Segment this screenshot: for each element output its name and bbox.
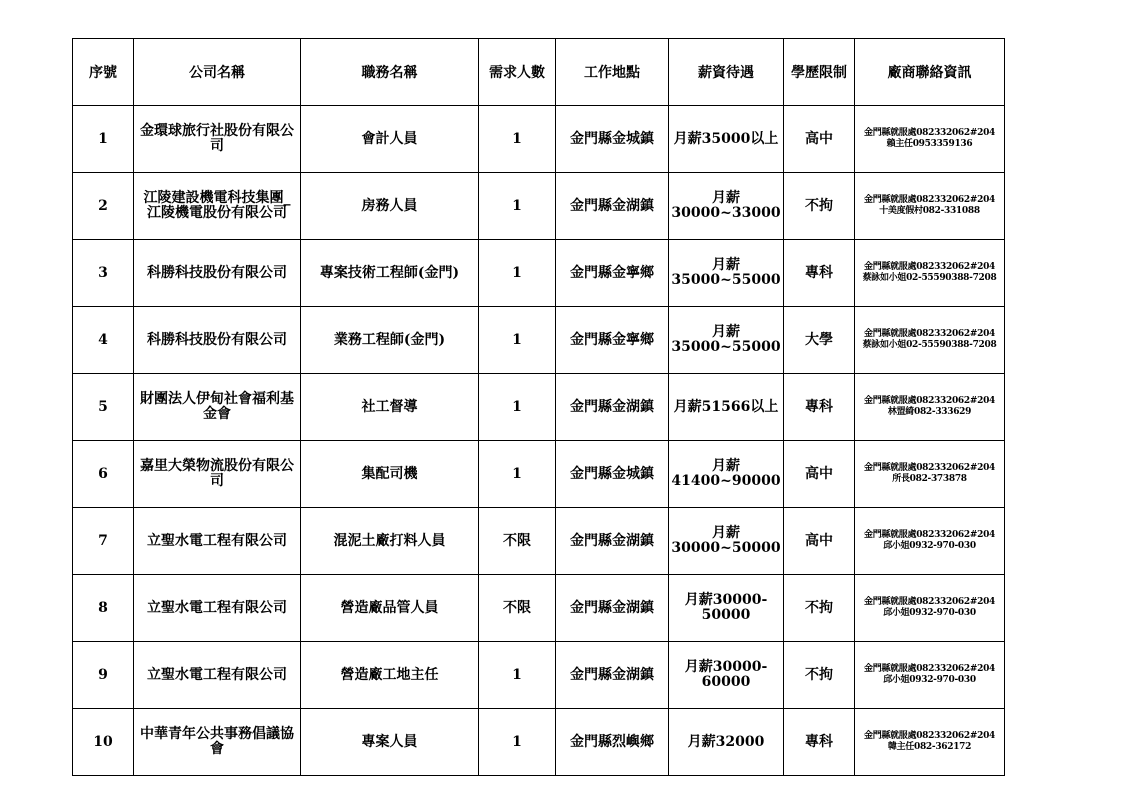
header-cell-location: 工作地點	[556, 39, 669, 106]
cell-contact	[855, 307, 1005, 374]
cell-education: 大學	[784, 307, 855, 374]
cell-education: 高中	[784, 508, 855, 575]
header-cell-position: 職務名稱	[301, 39, 479, 106]
cell-position: 營造廠品管人員	[301, 575, 479, 642]
table-row	[73, 240, 1005, 307]
cell-contact	[855, 374, 1005, 441]
cell-no: 9	[73, 642, 134, 709]
cell-location: 金門縣金城鎮	[556, 441, 669, 508]
cell-count: 不限	[479, 508, 556, 575]
job-listing-table	[72, 38, 1005, 776]
cell-count: 1	[479, 642, 556, 709]
cell-contact	[855, 709, 1005, 776]
cell-education: 專科	[784, 240, 855, 307]
cell-salary: 月薪51566以上	[669, 374, 784, 441]
cell-count: 1	[479, 106, 556, 173]
contact-person: 林盟綺082-333629	[887, 407, 972, 417]
cell-salary: 月薪32000	[669, 709, 784, 776]
cell-count: 1	[479, 307, 556, 374]
cell-no: 6	[73, 441, 134, 508]
cell-education: 不拘	[784, 173, 855, 240]
cell-count: 1	[479, 173, 556, 240]
table-row	[73, 307, 1005, 374]
table-row	[73, 642, 1005, 709]
cell-no: 7	[73, 508, 134, 575]
cell-company: 財團法人伊甸社會福利基金會	[134, 374, 301, 441]
cell-location: 金門縣金湖鎮	[556, 374, 669, 441]
cell-location: 金門縣金湖鎮	[556, 508, 669, 575]
cell-position: 營造廠工地主任	[301, 642, 479, 709]
cell-company: 中華青年公共事務倡議協會	[134, 709, 301, 776]
header-cell-education: 學歷限制	[784, 39, 855, 106]
contact-person: 所長082-373878	[892, 474, 967, 484]
contact-person: 蔡詠如小姐02-55590388-7208	[862, 273, 997, 283]
contact-office: 金門縣就服處082332062#204	[864, 195, 995, 205]
table-row	[73, 374, 1005, 441]
cell-contact	[855, 441, 1005, 508]
cell-no: 5	[73, 374, 134, 441]
contact-office: 金門縣就服處082332062#204	[864, 396, 995, 406]
header-cell-company: 公司名稱	[134, 39, 301, 106]
contact-person: 賴主任0953359136	[886, 139, 973, 149]
cell-company: 科勝科技股份有限公司	[134, 240, 301, 307]
contact-office: 金門縣就服處082332062#204	[864, 731, 995, 741]
cell-position: 混泥土廠打料人員	[301, 508, 479, 575]
cell-salary: 月薪 30000~33000	[669, 173, 784, 240]
cell-contact	[855, 575, 1005, 642]
cell-company: 嘉里大榮物流股份有限公司	[134, 441, 301, 508]
cell-salary: 月薪30000-60000	[669, 642, 784, 709]
cell-location: 金門縣金湖鎮	[556, 642, 669, 709]
cell-no: 1	[73, 106, 134, 173]
contact-person: 邱小姐0932-970-030	[883, 541, 976, 551]
cell-position: 業務工程師(金門)	[301, 307, 479, 374]
cell-no: 4	[73, 307, 134, 374]
cell-salary: 月薪30000-50000	[669, 575, 784, 642]
table-row	[73, 575, 1005, 642]
cell-location: 金門縣金湖鎮	[556, 173, 669, 240]
cell-position: 房務人員	[301, 173, 479, 240]
cell-education: 專科	[784, 374, 855, 441]
table-row	[73, 173, 1005, 240]
contact-office: 金門縣就服處082332062#204	[864, 329, 995, 339]
cell-salary: 月薪 35000~55000	[669, 240, 784, 307]
cell-company: 立聖水電工程有限公司	[134, 575, 301, 642]
contact-office: 金門縣就服處082332062#204	[864, 463, 995, 473]
cell-salary: 月薪 30000~50000	[669, 508, 784, 575]
cell-position: 專案技術工程師(金門)	[301, 240, 479, 307]
cell-location: 金門縣金湖鎮	[556, 575, 669, 642]
table-header-row	[73, 39, 1005, 106]
cell-education: 專科	[784, 709, 855, 776]
header-cell-contact: 廠商聯絡資訊	[855, 39, 1005, 106]
cell-position: 集配司機	[301, 441, 479, 508]
cell-location: 金門縣金寧鄉	[556, 307, 669, 374]
cell-contact	[855, 173, 1005, 240]
cell-education: 不拘	[784, 642, 855, 709]
cell-count: 1	[479, 240, 556, 307]
cell-location: 金門縣烈嶼鄉	[556, 709, 669, 776]
cell-position: 會計人員	[301, 106, 479, 173]
cell-no: 2	[73, 173, 134, 240]
contact-office: 金門縣就服處082332062#204	[864, 597, 995, 607]
cell-company: 立聖水電工程有限公司	[134, 642, 301, 709]
cell-count: 1	[479, 374, 556, 441]
cell-salary: 月薪 35000~55000	[669, 307, 784, 374]
cell-no: 8	[73, 575, 134, 642]
cell-education: 不拘	[784, 575, 855, 642]
contact-office: 金門縣就服處082332062#204	[864, 664, 995, 674]
cell-position: 社工督導	[301, 374, 479, 441]
cell-education: 高中	[784, 106, 855, 173]
cell-contact	[855, 240, 1005, 307]
cell-no: 10	[73, 709, 134, 776]
cell-salary: 月薪35000以上	[669, 106, 784, 173]
cell-count: 1	[479, 441, 556, 508]
table-row	[73, 106, 1005, 173]
cell-location: 金門縣金寧鄉	[556, 240, 669, 307]
cell-count: 1	[479, 709, 556, 776]
cell-count: 不限	[479, 575, 556, 642]
contact-person: 邱小姐0932-970-030	[883, 675, 976, 685]
table-row	[73, 441, 1005, 508]
cell-position: 專案人員	[301, 709, 479, 776]
table-row	[73, 709, 1005, 776]
contact-office: 金門縣就服處082332062#204	[864, 530, 995, 540]
cell-location: 金門縣金城鎮	[556, 106, 669, 173]
header-cell-count: 需求人數	[479, 39, 556, 106]
cell-company: 金環球旅行社股份有限公司	[134, 106, 301, 173]
table-row	[73, 508, 1005, 575]
cell-contact	[855, 642, 1005, 709]
contact-office: 金門縣就服處082332062#204	[864, 128, 995, 138]
cell-contact	[855, 106, 1005, 173]
contact-person: 邱小姐0932-970-030	[883, 608, 976, 618]
contact-office: 金門縣就服處082332062#204	[864, 262, 995, 272]
cell-no: 3	[73, 240, 134, 307]
cell-contact	[855, 508, 1005, 575]
cell-company: 立聖水電工程有限公司	[134, 508, 301, 575]
cell-salary: 月薪 41400~90000	[669, 441, 784, 508]
contact-person: 蔡詠如小姐02-55590388-7208	[862, 340, 997, 350]
cell-company: 科勝科技股份有限公司	[134, 307, 301, 374]
header-cell-no: 序號	[73, 39, 134, 106]
contact-person: 十美度假村082-331088	[879, 206, 980, 216]
cell-company: 江陵建設機電科技集團_江陵機電股份有限公司	[134, 173, 301, 240]
cell-education: 高中	[784, 441, 855, 508]
header-cell-salary: 薪資待遇	[669, 39, 784, 106]
contact-person: 韓主任082-362172	[887, 742, 972, 752]
